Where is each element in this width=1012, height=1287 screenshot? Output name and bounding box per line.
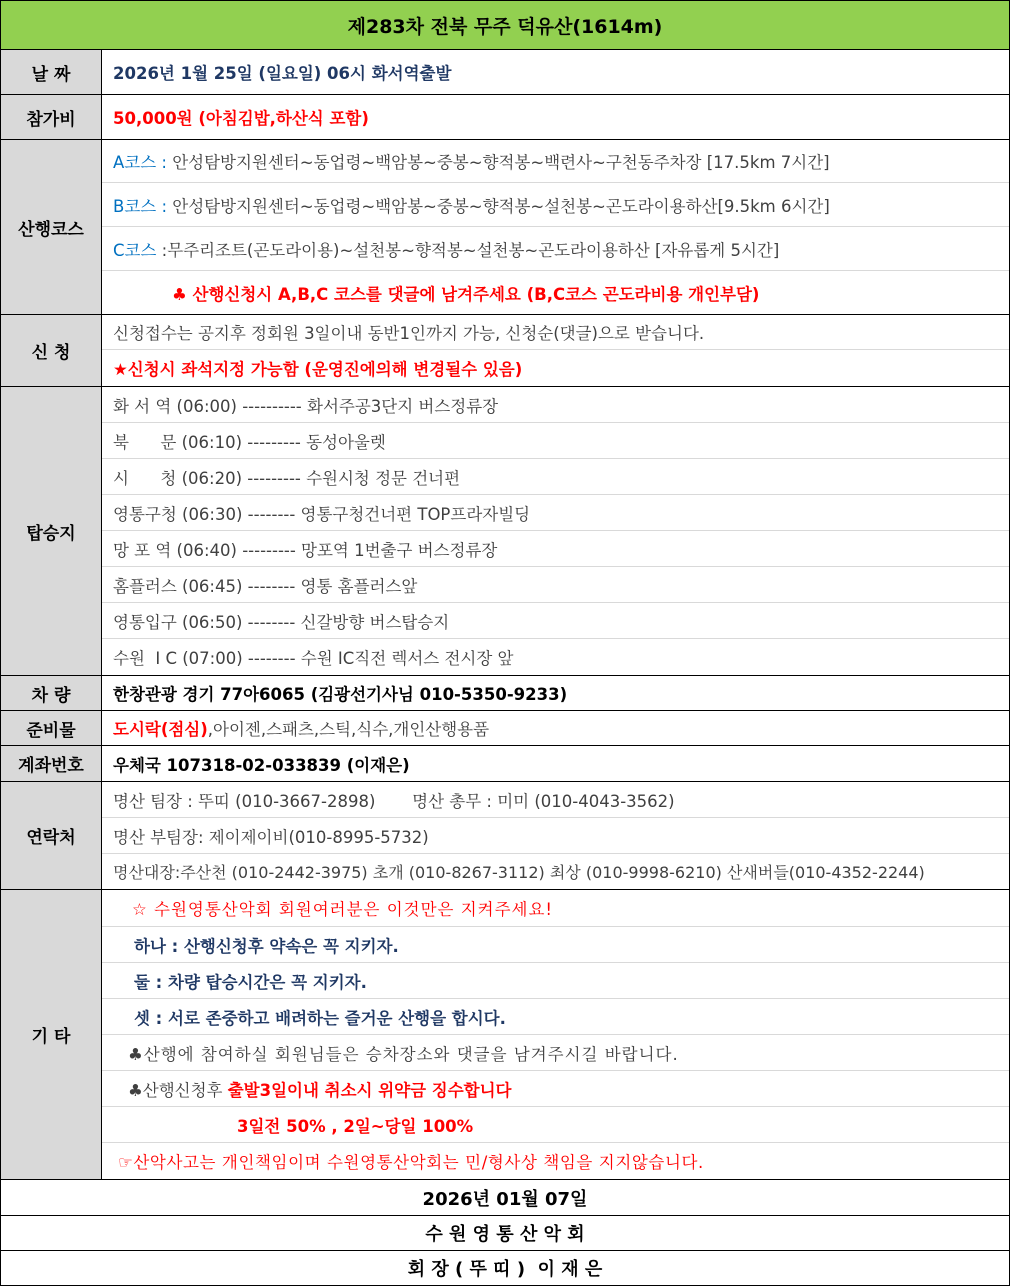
- supplies-rest: ,아이젠,스패츠,스틱,식수,개인산행용품: [207, 720, 490, 739]
- etc-row: [0, 890, 1010, 1180]
- fee-label: 참가비: [1, 95, 102, 139]
- account-row: [0, 746, 1010, 782]
- supplies-value: [102, 711, 1009, 745]
- footer-club: 수 원 영 통 산 악 회: [0, 1216, 1010, 1251]
- boarding-stop: 화 서 역 (06:00) ---------- 화서주공3단지 버스정류장: [102, 387, 1009, 423]
- boarding-stop: 영통입구 (06:50) -------- 신갈방향 버스탑승지: [102, 603, 1009, 639]
- date-label: 날 짜: [1, 50, 102, 94]
- course-c: [102, 227, 1009, 271]
- etc-disclaimer: ☞산악사고는 개인책임이며 수원영통산악회는 민/형사상 책임을 지지않습니다.: [118, 1153, 704, 1172]
- contact-row: [0, 782, 1010, 890]
- account-label: 계좌번호: [1, 746, 102, 781]
- course-a-text: 안성탐방지원센터~동업령~백암봉~중봉~향적봉~백련사~구천동주차장 [17.5km 7시간]: [166, 153, 830, 172]
- date-row: [0, 50, 1010, 95]
- etc-label: 기 타: [1, 890, 102, 1179]
- contact-line3: 명산대장:주산천 (010-2442-3975) 초개 (010-8267-3112) 최상 (010-9998-6210) 산새버들(010-4352-2244): [113, 863, 925, 882]
- boarding-stop: 영통구청 (06:30) -------- 영통구청건너편 TOP프라자빌딩: [102, 495, 1009, 531]
- contact-label: 연락처: [1, 782, 102, 889]
- etc-rule1: 하나 : 산행신청후 약속은 꼭 지키자.: [102, 927, 1009, 963]
- boarding-row: [0, 387, 1010, 676]
- course-a: [102, 140, 1009, 183]
- account-value: 우체국 107318-02-033839 (이재은): [113, 755, 410, 775]
- course-b-text: 안성탐방지원센터~동업령~백암봉~중봉~향적봉~설천봉~곤도라이용하산[9.5km 6시간]: [167, 196, 830, 216]
- contact-line1: 명산 팀장 : 뚜띠 (010-3667-2898) 명산 총무 : 미미 (010-4043-3562): [102, 782, 1009, 818]
- etc-note2-prefix: ♣산행신청후: [128, 1080, 228, 1100]
- etc-rule3: 셋 : 서로 존중하고 배려하는 즐거운 산행을 합시다.: [102, 999, 1009, 1035]
- vehicle-row: [0, 676, 1010, 711]
- course-b: [102, 183, 1009, 227]
- date-value: 2026년 1월 25일 (일요일) 06시 화서역출발: [113, 64, 452, 83]
- apply-line2: ★신청시 좌석지정 가능함 (운영진에의해 변경될수 있음): [113, 360, 523, 379]
- course-c-text: :무주리조트(곤도라이용)~설천봉~향적봉~설천봉~곤도라이용하산 [자유롭게 5시간]: [156, 240, 780, 260]
- boarding-label: 탑승지: [1, 387, 102, 675]
- etc-rule2: 둘 : 차량 탑승시간은 꼭 지키자.: [102, 963, 1009, 999]
- etc-header: ☆ 수원영통산악회 회원여러분은 이것만은 지켜주세요!: [102, 890, 1009, 927]
- etc-note2: [102, 1071, 1009, 1107]
- course-b-name: B코스 :: [113, 196, 168, 216]
- vehicle-value: 한창관광 경기 77아6065 (김광선기사님 010-5350-9233): [113, 685, 568, 704]
- boarding-stop: 북 문 (06:10) --------- 동성아울렛: [102, 423, 1009, 459]
- course-a-name: A코스 :: [113, 153, 167, 172]
- etc-penalty: 3일전 50% , 2일~당일 100%: [102, 1107, 1009, 1143]
- etc-note1: ♣산행에 참여하실 회원님들은 승차장소와 댓글을 남겨주시길 바랍니다.: [102, 1035, 1009, 1071]
- footer-date: 2026년 01월 07일: [0, 1180, 1010, 1216]
- contact-line2: 명산 부팀장: 제이제이비(010-8995-5732): [102, 818, 1009, 854]
- supplies-label: 준비물: [1, 711, 102, 745]
- course-c-name: C코스: [113, 240, 157, 260]
- apply-line1: 신청접수는 공지후 정회원 3일이내 동반1인까지 가능, 신청순(댓글)으로 받습니다.: [102, 315, 1009, 350]
- supplies-highlight: 도시락(점심): [113, 720, 208, 739]
- boarding-stop: 망 포 역 (06:40) --------- 망포역 1번출구 버스정류장: [102, 531, 1009, 567]
- supplies-row: [0, 711, 1010, 746]
- course-row: [0, 140, 1010, 315]
- apply-label: 신 청: [1, 315, 102, 386]
- vehicle-label: 차 량: [1, 676, 102, 710]
- course-label: 산행코스: [1, 140, 102, 314]
- boarding-stop: 수원 I C (07:00) -------- 수원 IC직전 렉서스 전시장 앞: [113, 649, 514, 668]
- etc-note2-red: 출발3일이내 취소시 위약금 징수합니다: [227, 1080, 512, 1100]
- boarding-stop: 시 청 (06:20) --------- 수원시청 정문 건너편: [102, 459, 1009, 495]
- apply-row: [0, 315, 1010, 387]
- course-note: ♣ 산행신청시 A,B,C 코스를 댓글에 남겨주세요 (B,C코스 곤도라비용 개인부담): [172, 284, 760, 304]
- page-title: 제283차 전북 무주 덕유산(1614m): [0, 0, 1010, 50]
- footer-president: 회 장 ( 뚜 띠 ) 이 재 은: [0, 1251, 1010, 1286]
- fee-value: 50,000원 (아침김밥,하산식 포함): [113, 109, 369, 128]
- boarding-stop: 홈플러스 (06:45) -------- 영통 홈플러스앞: [102, 567, 1009, 603]
- fee-row: [0, 95, 1010, 140]
